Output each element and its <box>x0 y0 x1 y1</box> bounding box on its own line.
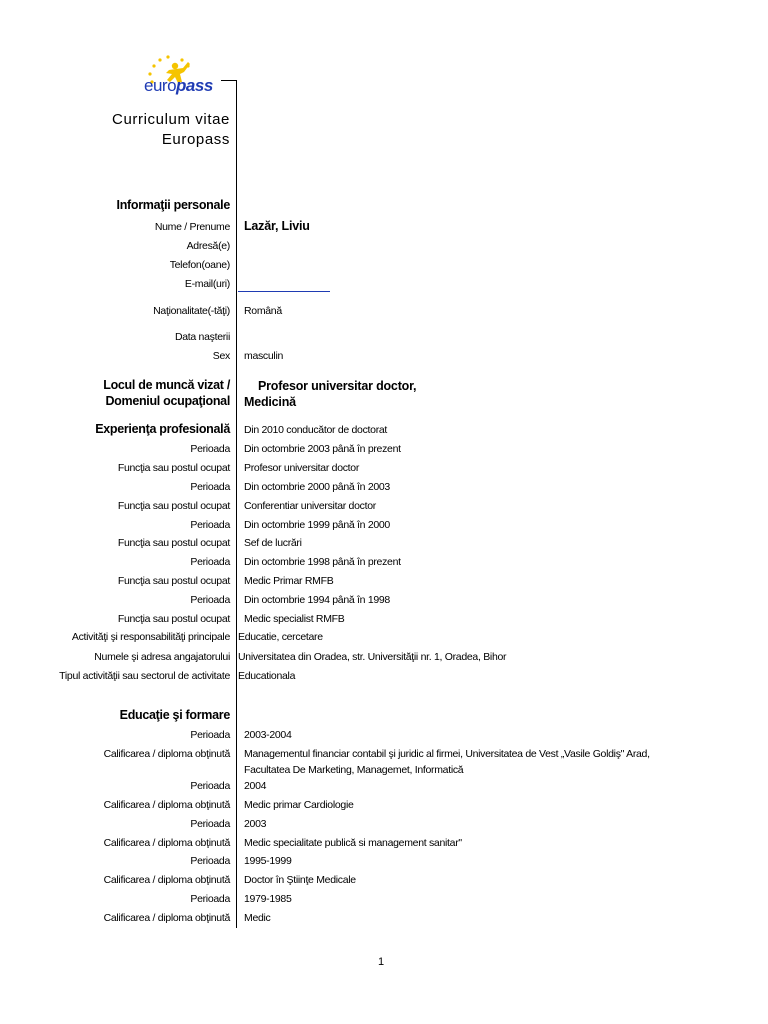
experience-row-value: Din octombrie 2000 până în 2003 <box>244 481 390 493</box>
sector-value: Educationala <box>238 670 296 682</box>
education-row-value: Medic primar Cardiologie <box>244 799 354 811</box>
phone-label: Telefon(oane) <box>169 259 230 271</box>
education-row-label: Calificarea / diploma obţinută <box>103 912 230 924</box>
experience-heading: Experienţa profesională <box>95 422 230 436</box>
experience-row-value: Din octombrie 1994 până în 1998 <box>244 594 390 606</box>
occupation-value <box>244 378 416 410</box>
education-row-value: Managementul financiar contabil şi juridic al firmei, Universitatea de Vest „Vasile Goldiş" Arad, <box>244 748 650 760</box>
education-heading: Educaţie şi formare <box>119 708 230 722</box>
document-title <box>112 110 230 150</box>
column-divider <box>236 80 237 928</box>
experience-row-label: Funcţia sau postul ocupat <box>117 537 230 549</box>
occupation-label <box>103 377 230 409</box>
europass-logo <box>132 52 228 98</box>
birth-date-label: Data naşterii <box>174 331 230 343</box>
personal-info-heading: Informaţii personale <box>116 198 230 212</box>
experience-row-label: Funcţia sau postul ocupat <box>117 613 230 625</box>
nationality-label: Naţionalitate(-tăţi) <box>153 305 230 317</box>
page-number: 1 <box>378 956 385 968</box>
education-row-value: 2003-2004 <box>244 729 292 741</box>
activities-value: Educatie, cercetare <box>238 631 323 643</box>
experience-row-label: Perioada <box>190 519 230 531</box>
employer-label: Numele şi adresa angajatorului <box>94 651 230 663</box>
occupation-value-line1: Profesor universitar doctor, <box>258 379 417 393</box>
education-row-value: 2003 <box>244 818 267 830</box>
education-row-label: Perioada <box>190 729 230 741</box>
address-label: Adresă(e) <box>186 240 230 252</box>
activities-label: Activităţi şi responsabilităţi principale <box>71 631 230 643</box>
education-row-label: Calificarea / diploma obţinută <box>103 837 230 849</box>
logo-pass-text: pass <box>176 76 213 95</box>
experience-row-label: Perioada <box>190 481 230 493</box>
education-row-label: Perioada <box>190 855 230 867</box>
email-link-underline[interactable] <box>238 291 330 292</box>
experience-row-label: Funcţia sau postul ocupat <box>117 575 230 587</box>
experience-row-label: Perioada <box>190 594 230 606</box>
education-row-value: 1979-1985 <box>244 893 292 905</box>
education-row-label: Calificarea / diploma obţinută <box>103 748 230 760</box>
education-row-label: Perioada <box>190 818 230 830</box>
name-label: Nume / Prenume <box>154 221 230 233</box>
logo-euro-text: euro <box>144 76 177 95</box>
employer-value: Universitatea din Oradea, str. Universităţii nr. 1, Oradea, Bihor <box>238 651 507 663</box>
experience-row-value: Conferentiar universitar doctor <box>244 500 376 512</box>
title-line2: Europass <box>161 131 230 148</box>
education-row-label: Calificarea / diploma obţinută <box>103 874 230 886</box>
experience-heading-value: Din 2010 conducător de doctorat <box>244 424 388 436</box>
sex-label: Sex <box>212 350 230 362</box>
experience-row-label: Perioada <box>190 556 230 568</box>
occupation-label-line1: Locul de muncă vizat / <box>103 378 230 392</box>
nationality-value: Română <box>244 305 282 317</box>
column-divider-tick <box>221 80 237 81</box>
experience-row-value: Medic specialist RMFB <box>244 613 345 625</box>
sex-value: masculin <box>244 350 284 362</box>
experience-row-label: Perioada <box>190 443 230 455</box>
experience-row-label: Funcţia sau postul ocupat <box>117 500 230 512</box>
education-row-value: 1995-1999 <box>244 855 292 867</box>
education-row-label: Calificarea / diploma obţinută <box>103 799 230 811</box>
education-row-label: Perioada <box>190 893 230 905</box>
education-row-label: Perioada <box>190 780 230 792</box>
experience-row-value: Din octombrie 2003 până în prezent <box>244 443 401 455</box>
experience-row-value: Profesor universitar doctor <box>244 462 360 474</box>
experience-row-value: Medic Primar RMFB <box>244 575 334 587</box>
name-value: Lazăr, Liviu <box>244 219 310 233</box>
occupation-label-line2: Domeniul ocupaţional <box>105 394 230 408</box>
experience-row-label: Funcţia sau postul ocupat <box>117 462 230 474</box>
education-row-value: Doctor în Ştiinţe Medicale <box>244 874 356 886</box>
experience-row-value: Din octombrie 1999 până în 2000 <box>244 519 390 531</box>
education-row-value: Medic <box>244 912 271 924</box>
education-row-value: Medic specialitate publică si management sanitar" <box>244 837 462 849</box>
email-label: E-mail(uri) <box>184 278 230 290</box>
experience-row-value: Sef de lucrări <box>244 537 302 549</box>
experience-row-value: Din octombrie 1998 până în prezent <box>244 556 401 568</box>
education-row-value-line2: Facultatea De Marketing, Managemet, Informatică <box>244 764 464 776</box>
sector-label: Tipul activităţii sau sectorul de activitate <box>59 670 230 682</box>
title-line1: Curriculum vitae <box>112 111 230 128</box>
occupation-value-line2: Medicină <box>244 395 296 409</box>
education-row-value: 2004 <box>244 780 267 792</box>
